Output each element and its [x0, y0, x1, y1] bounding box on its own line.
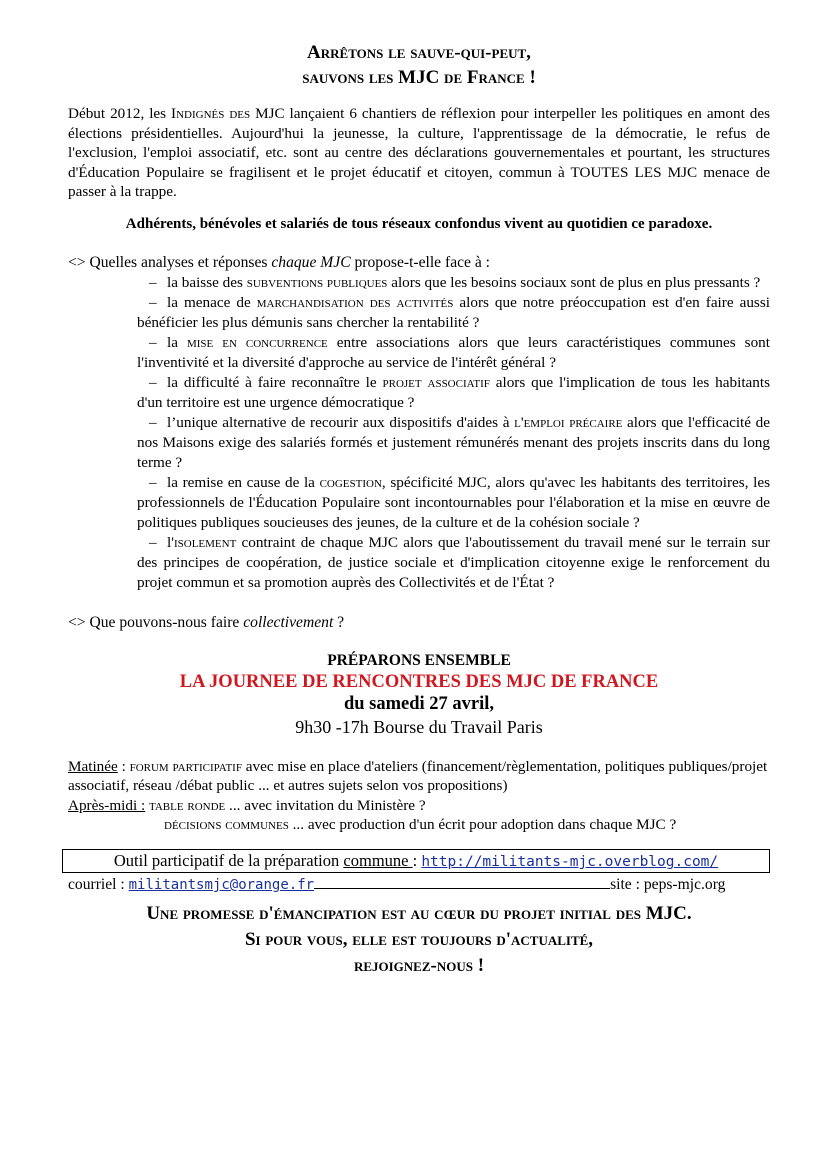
- decisions-keyword: décisions communes: [164, 816, 289, 834]
- closing-line-1: Une promesse d'émancipation est au cœur du projet initial des MJC.: [146, 902, 692, 924]
- event-place: 9h30 -17h Bourse du Travail Paris: [295, 716, 543, 737]
- title-line-1: Arrêtons le sauve-qui-peut,: [307, 42, 531, 63]
- item-keyword: subventions publiques: [246, 273, 388, 291]
- list-item: [137, 273, 770, 293]
- item-keyword: marchandisation des activités: [256, 293, 454, 311]
- event-kicker: PRÉPARONS ENSEMBLE: [327, 651, 511, 669]
- list-item: [137, 333, 770, 373]
- tool-box: [62, 849, 770, 873]
- question-2-prefix: <> Que pouvons-nous faire: [68, 613, 244, 631]
- separator: :: [117, 757, 130, 775]
- afternoon-label: Après-midi :: [68, 796, 146, 814]
- decisions-text: ... avec production d'un écrit pour adoption dans chaque MJC ?: [288, 816, 677, 834]
- morning-text: avec mise en place d'ateliers (financement/règlementation, politiques publiques/projet associatif, réseau /débat public ... et autres sujets selon vos propositions): [68, 757, 768, 795]
- item-text: contraint de chaque MJC alors que l'aboutissement du travail mené sur le terrain sur des principes de coopération, de justice sociale et d'implication citoyenne exige le renforcement du projet commun et sa promotion auprès des Collectivités et de l'État ?: [137, 533, 770, 591]
- program: [68, 757, 770, 835]
- item-keyword: isolement: [173, 533, 237, 551]
- item-text: l’unique alternative de recourir aux dispositifs d'aides à: [167, 413, 515, 431]
- item-text: alors que l'efficacité de nos Maisons exige des salariés formés et justement rémunérés menant des projets inscrits dans du long terme ?: [137, 413, 771, 471]
- tool-label: Outil participatif de la préparation: [113, 850, 344, 870]
- document-page: [68, 40, 770, 979]
- issues-list: [137, 273, 770, 593]
- title-line-2: sauvons les MJC de France !: [302, 67, 536, 88]
- intro-smallcaps: Indignés des: [171, 105, 251, 122]
- question-2: [68, 613, 770, 633]
- dash-bullet: –: [149, 473, 157, 491]
- item-text: alors que l'implication de tous les habitants d'un territoire est une urgence démocratique ?: [137, 373, 771, 411]
- event-announcement: [68, 651, 770, 739]
- program-decisions: [68, 815, 770, 835]
- closing-line-2: Si pour vous, elle est toujours d'actualité,: [244, 928, 594, 950]
- separator: :: [412, 850, 422, 870]
- item-text: la difficulté à faire reconnaître le: [167, 373, 383, 391]
- dash-bullet: –: [149, 373, 157, 391]
- item-text: alors que les besoins sociaux sont de plus en plus pressants ?: [387, 273, 761, 291]
- question-2-suffix: ?: [333, 613, 345, 631]
- item-text: la menace de: [167, 293, 257, 311]
- intro-text-2: MJC lançaient 6 chantiers de réflexion pour interpeller les politiques en amont des élections présidentielles. Aujourd'hui la jeunesse, la culture, l'apprentissage de la démocratie, le refus de l'exclusion, l'emploi associatif, etc. sont au centre des déclarations gouvernementales et pourtant, les structures d'Éducation Populaire se fragilisent et le projet éducatif et citoyen, commun à TOUTES LES MJC menace de passer à la trappe.: [68, 105, 770, 201]
- blog-link[interactable]: http://militants-mjc.overblog.com/: [421, 853, 719, 870]
- list-item: [137, 293, 770, 333]
- dash-bullet: –: [149, 333, 157, 351]
- program-afternoon: [68, 796, 770, 816]
- paradox-statement: Adhérents, bénévoles et salariés de tous réseaux confondus vivent au quotidien ce paradoxe.: [125, 215, 713, 232]
- program-morning: [68, 757, 770, 796]
- event-name: LA JOURNEE DE RENCONTRES DES MJC DE FRANCE: [179, 671, 659, 692]
- question-1-prefix: <> Quelles analyses et réponses: [68, 253, 272, 271]
- list-item: [137, 373, 770, 413]
- item-text: alors que notre préoccupation est d'en faire aussi bénéficier les plus démunis sans chercher la rentabilité ?: [137, 293, 770, 331]
- item-text: la baisse des: [167, 273, 247, 291]
- site-text: site : peps-mjc.org: [610, 875, 726, 893]
- dash-bullet: –: [149, 413, 157, 431]
- event-date: du samedi 27 avril,: [343, 693, 495, 714]
- email-link[interactable]: militantsmjc@orange.fr: [128, 876, 315, 893]
- item-text: entre associations alors que leurs caractéristiques communes sont l'inventivité et la diversité d'approche au service de l'intérêt général ?: [137, 333, 770, 371]
- morning-keyword: forum participatif: [129, 757, 242, 775]
- item-keyword: mise en concurrence: [186, 333, 328, 351]
- list-item: [137, 473, 770, 533]
- item-keyword: l'emploi précaire: [514, 413, 623, 431]
- intro-text-1: Début 2012, les: [68, 105, 172, 122]
- item-text: la: [167, 333, 187, 351]
- page-title: [68, 40, 770, 90]
- dash-bullet: –: [149, 273, 157, 291]
- item-keyword: projet associatif: [382, 373, 490, 391]
- afternoon-text: ... avec invitation du Ministère ?: [225, 796, 426, 814]
- list-item: [137, 413, 770, 473]
- question-1: [68, 253, 770, 273]
- list-item: [137, 533, 770, 593]
- item-text: la remise en cause de la: [167, 473, 320, 491]
- item-keyword: cogestion: [319, 473, 382, 491]
- item-text: l': [167, 533, 174, 551]
- question-1-italic: chaque MJC: [271, 253, 351, 271]
- question-1-suffix: propose-t-elle face à :: [350, 253, 491, 271]
- tool-underlined: commune: [343, 850, 413, 870]
- dash-bullet: –: [149, 293, 157, 311]
- afternoon-keyword: table ronde: [149, 796, 226, 814]
- dash-bullet: –: [149, 533, 157, 551]
- question-2-italic: collectivement: [243, 613, 334, 631]
- closing-line-3: rejoignez-nous !: [353, 954, 485, 976]
- fill-line: [314, 887, 610, 889]
- mail-label: courriel :: [68, 875, 129, 893]
- contact-line: [68, 875, 770, 895]
- item-text: , spécificité MJC, alors qu'avec les habitants des territoires, les professionnels de l'Éducation Populaire sont incontournables pour l'élaboration et la mise en œuvre de politiques publiques soucieuses des jeunes, de la culture et de la cohésion sociale ?: [137, 473, 770, 531]
- intro-paragraph: [68, 104, 770, 202]
- closing-statement: [68, 901, 770, 979]
- morning-label: Matinée: [68, 757, 118, 775]
